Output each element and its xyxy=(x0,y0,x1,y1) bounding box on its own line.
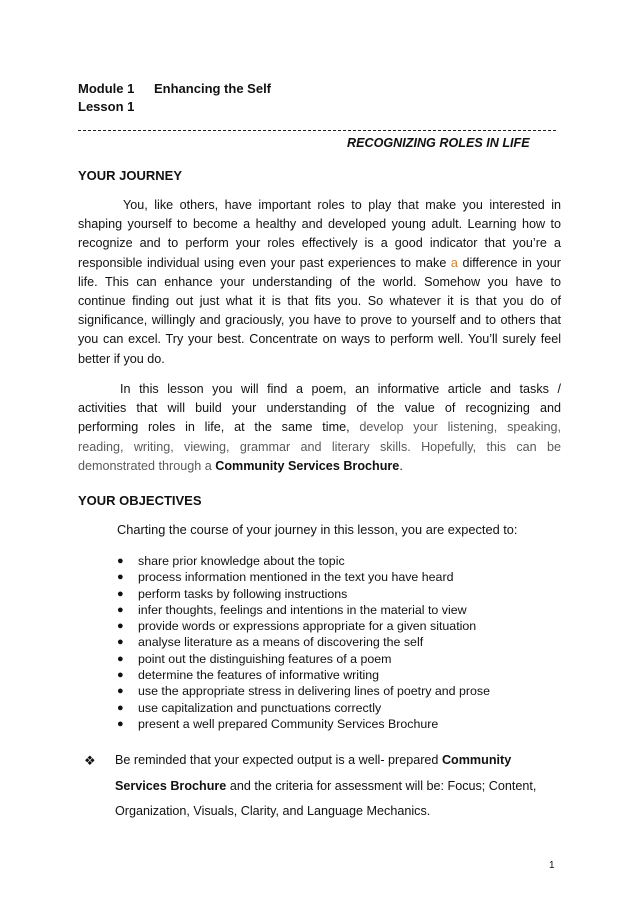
p1-line: You, like others, have important roles to play that make you interested in xyxy=(123,198,561,212)
brochure-name: Community Services Brochure xyxy=(215,458,400,473)
reminder-part1: Be reminded that your expected output is a well- prepared xyxy=(115,753,439,767)
p1-line: life. This can enhance your understanding of the world. Somehow you have to xyxy=(78,274,561,289)
module-label: Module 1 xyxy=(78,81,135,96)
p1-highlight: a xyxy=(450,255,458,270)
p2-line xyxy=(78,418,561,437)
lesson-label: Lesson 1 xyxy=(78,99,135,114)
page-number: 1 xyxy=(549,860,555,871)
list-item-text: share prior knowledge about the topic xyxy=(138,554,345,568)
list-item xyxy=(104,634,490,650)
reminder-part3: Organization, Visuals, Clarity, and Language Mechanics. xyxy=(115,804,431,818)
list-item-text: process information mentioned in the text you have heard xyxy=(138,570,454,585)
p1-line: significance, willingly and graciously, you have to prove to yourself and to others that xyxy=(78,313,561,328)
list-item-text: provide words or expressions appropriate for a given situation xyxy=(138,619,477,634)
list-item xyxy=(104,602,490,618)
bullet-icon: ● xyxy=(117,603,124,616)
reminder-text xyxy=(115,748,560,825)
p2-line: reading, writing, viewing, grammar and literary skills. Hopefully, this can be xyxy=(78,439,561,454)
list-item-text: point out the distinguishing features of a poem xyxy=(138,651,392,666)
journey-heading: YOUR JOURNEY xyxy=(78,168,183,183)
bullet-icon: ● xyxy=(117,717,124,730)
objectives-list xyxy=(104,553,490,732)
p2-line3-a: performing roles in life, at the same time, xyxy=(78,420,350,435)
bullet-icon: ● xyxy=(117,636,124,649)
list-item-text: present a well prepared Community Services Brochure xyxy=(138,716,439,731)
list-item-text: use the appropriate stress in delivering lines of poetry and prose xyxy=(138,684,490,699)
reminder-bold1: Community xyxy=(441,753,512,767)
list-item xyxy=(104,618,490,634)
p1-line-tail: difference in your xyxy=(462,255,561,270)
bullet-icon: ● xyxy=(117,701,124,714)
bullet-icon: ● xyxy=(117,652,124,665)
list-item xyxy=(104,651,490,667)
reminder-part2: and the criteria for assessment will be: Focus; Content, xyxy=(229,778,537,793)
list-item xyxy=(104,700,490,716)
p1-line: shaping yourself to become a healthy and developed young adult. Learning how to xyxy=(78,217,561,232)
bullet-icon: ● xyxy=(117,685,124,698)
p2-line5-end: . xyxy=(399,458,403,473)
p1-line: continue finding out just what it is that fits you. So whatever it is that you do of xyxy=(78,294,561,309)
list-item-text: perform tasks by following instructions xyxy=(138,586,348,601)
reminder-block xyxy=(84,748,560,825)
p1-line-text: responsible individual using even your past experiences to make xyxy=(78,255,447,270)
bullet-icon: ● xyxy=(117,555,124,567)
bullet-icon: ● xyxy=(117,571,124,584)
list-item-text: analyse literature as a means of discovering the self xyxy=(138,635,424,650)
list-item xyxy=(104,569,490,585)
journey-paragraph-1 xyxy=(78,196,561,369)
p2-line5-a: demonstrated through a xyxy=(78,458,212,473)
p2-line3-b: develop your listening, speaking, xyxy=(359,420,562,435)
title-rule xyxy=(78,130,556,131)
objectives-heading: YOUR OBJECTIVES xyxy=(78,493,202,508)
p2-line: activities that will build your understanding of the value of recognizing and xyxy=(78,401,561,416)
p1-line: you can excel. Try your best. Concentrate on ways to perform well. You’ll surely feel xyxy=(78,332,561,347)
diamond-bullet-icon: ❖ xyxy=(84,753,96,768)
bullet-icon: ● xyxy=(117,669,124,682)
p1-line: recognize and to perform your roles effectively is a good indicator that you’re a xyxy=(78,236,561,251)
list-item-text: determine the features of informative writing xyxy=(138,668,380,683)
list-item xyxy=(104,667,490,683)
list-item xyxy=(104,716,490,732)
journey-paragraph-2 xyxy=(78,380,561,476)
p2-line xyxy=(78,457,561,476)
module-title: Enhancing the Self xyxy=(154,81,272,96)
bullet-icon: ● xyxy=(117,620,124,633)
objectives-intro: Charting the course of your journey in this lesson, you are expected to: xyxy=(117,522,518,537)
reminder-bold2: Services Brochure xyxy=(115,778,227,793)
list-item-text: infer thoughts, feelings and intentions in the material to view xyxy=(138,602,467,617)
list-item-text: use capitalization and punctuations correctly xyxy=(138,700,382,715)
p2-line: In this lesson you will find a poem, an informative article and tasks / xyxy=(120,382,561,396)
p1-line: better if you do. xyxy=(78,351,165,366)
bullet-icon: ● xyxy=(117,587,124,600)
p1-line xyxy=(78,254,561,273)
list-item xyxy=(104,683,490,699)
list-item xyxy=(104,586,490,602)
list-item xyxy=(104,553,490,569)
lesson-title: RECOGNIZING ROLES IN LIFE xyxy=(347,136,530,150)
